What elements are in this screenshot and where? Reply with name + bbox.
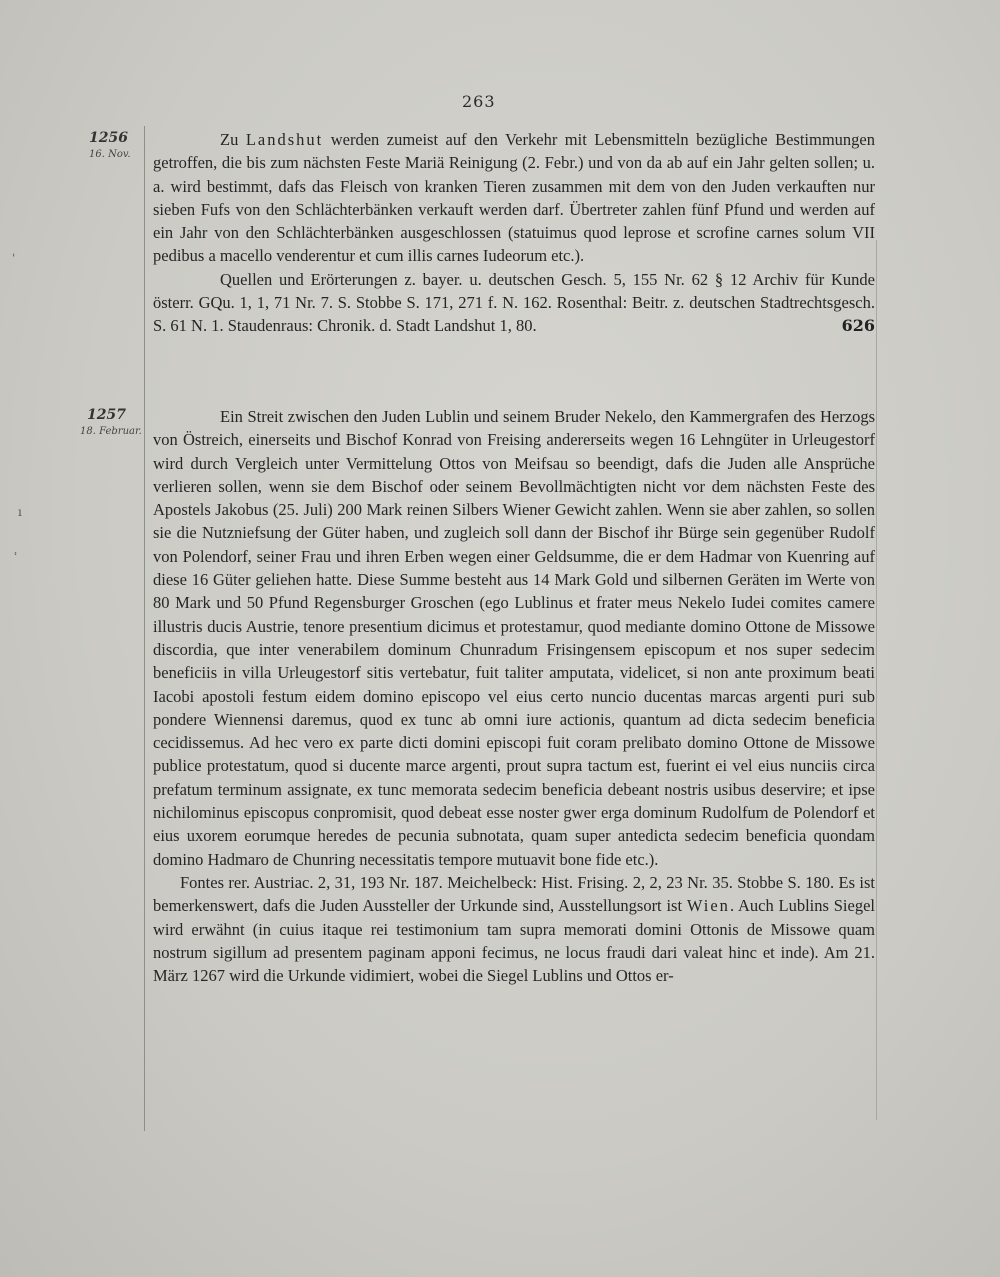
entry-year-1256: 1256: [89, 130, 128, 146]
entry-1256-summary: [153, 128, 875, 268]
entry-1256-sources: [153, 268, 875, 338]
entry-1256: [153, 128, 875, 338]
margin-rule: [144, 126, 145, 1131]
entry-1257-sources-text: . Auch Lublins Siegel wird erwähnt (in cuius itaque rei testimonium tam supra memorati domini Ottonis de Missowe quam nostrum sigillum ad presentem paginam apponi fecimus, ne locus fraudi dari valeat hinc et inde). Am 21. März 1267 wird die Urkunde vidimiert, wobei die Siegel Lublins und Ottos er-: [153, 896, 875, 986]
margin-speck: ˈ: [12, 252, 16, 266]
place-wien: Wien: [686, 896, 730, 916]
entry-1256-summary-start: Zu: [220, 130, 246, 149]
entry-1257: [153, 405, 875, 987]
margin-speck: ʿ: [14, 550, 18, 564]
entry-date-1256: 16. Nov.: [89, 149, 131, 160]
entry-date-1257: 18. Februar.: [80, 426, 142, 437]
right-margin-rule: [876, 240, 877, 1120]
entry-1256-sources-text: Quellen und Erörterungen z. bayer. u. deutschen Gesch. 5, 155 Nr. 62 § 12 Archiv für Kunde österr. GQu. 1, 1, 71 Nr. 7. S. Stobbe S. 171, 271 f. N. 162. Rosenthal: Beitr. z. deutschen Stadtrechtsgesch. S. 61 N. 1. Staudenraus: Chronik. d. Stadt Landshut 1, 80.: [153, 269, 875, 336]
page-number: 263: [462, 92, 496, 111]
entry-1257-summary: Ein Streit zwischen den Juden Lublin und seinem Bruder Nekelo, den Kammergrafen des Herzogs von Östreich, einerseits und Bischof Konrad von Freising andererseits wegen 16 Lehngüter in Urleugestorf wird durch Vergleich unter Vermittelung Ottos von Meifsau so beendigt, dafs die Juden alle Ansprüche verlieren sollen, wenn sie dem Bischof oder seinem Bevollmächtigten nicht vor dem nächsten Feste des Apostels Jakobus (25. Juli) 200 Mark reinen Silbers Wiener Gewicht zahlen. Wenn sie aber zahlen, so sollen sie die Nutzniefsung der Güter haben, und zugleich soll dann der Bischof ihr Bürge sein gegenüber Rudolf von Polendorf, seiner Frau und ihren Erben wegen einer Geldsumme, die er dem Hadmar von Kuenring auf diese 16 Güter geliehen hatte. Diese Summe besteht aus 14 Mark Gold und silbernen Geräten im Werte von 80 Mark und 50 Pfund Regensburger Groschen (ego Lublinus et frater meus Nekelo Iudei comites camere illustris ducis Austrie, tenore presentium dicimus et protestamur, quod mediante domino Ottone de Missowe discordia, que inter venerabilem dominum Chunradum Frisingensem episcopum et nos super sedecim beneficiis in villa Urleugestorf sitis vertebatur, fuit taliter amputata, videlicet, si non ante proximum beati Iacobi apostoli festum eidem domino episcopo vel eius certo nuncio ducentas marcas argenti puri sub pondere Wiennensi daremus, quod ex tunc ab omni iure actionis, quantum ad dicta sedecim beneficia cecidissemus. Ad hec vero ex parte dicti domini episcopi fuit coram prelibato domino Ottone de Missowe publice protestatum, quod si ducente marce argenti, prout supra tactum est, fuerint ei vel eius nunciis circa prefatum terminum assignate, ex tunc memorata sedecim beneficia debeant nostris usibus deservire; et ipse nichilominus episcopus conpromisit, quod debeat esse noster gwer erga dominum Rudolfum de Polendorf et eius uxorem eorumque heredes de pecunia subnotata, quam super antedicta sedecim beneficia quondam domino Hadmaro de Chunring necessitatis tempore mutuavit bone fide etc.).: [153, 407, 875, 869]
entry-year-1257: 1257: [87, 407, 126, 423]
entry-number-626: 626: [841, 316, 875, 336]
place-landshut: Landshut: [245, 130, 324, 149]
entry-1257-sources-start: Fontes rer. Austriac. 2, 31, 193 Nr. 187. Meichelbeck: Hist. Frising. 2, 2, 23 Nr. 35. Stobbe S. 180. Es ist bemerkenswert, dafs die Juden Aussteller der Urkunde sind, Ausstellungsort ist: [153, 872, 875, 916]
margin-speck: ı: [18, 505, 22, 519]
entry-1256-summary-text: werden zumeist auf den Verkehr mit Lebensmitteln bezügliche Bestimmungen getroffen, die bis zum nächsten Feste Mariä Reinigung (2. Febr.) und von da ab auf ein Jahr gelten sollen; u. a. wird bestimmt, dafs das Fleisch von kranken Tieren zusammen mit dem von den Juden verkauften nur sieben Fufs von den Schlächterbänken verkauft werden darf. Übertreter zahlen fünf Pfund und werden auf ein Jahr von den Schlächterbänken ausgeschlossen (statuimus quod leprose et scrofine carnes solum VII pedibus a macello venderentur et cum illis carnes Iudeorum etc.).: [153, 130, 875, 266]
entry-1257-sources: [153, 871, 875, 987]
